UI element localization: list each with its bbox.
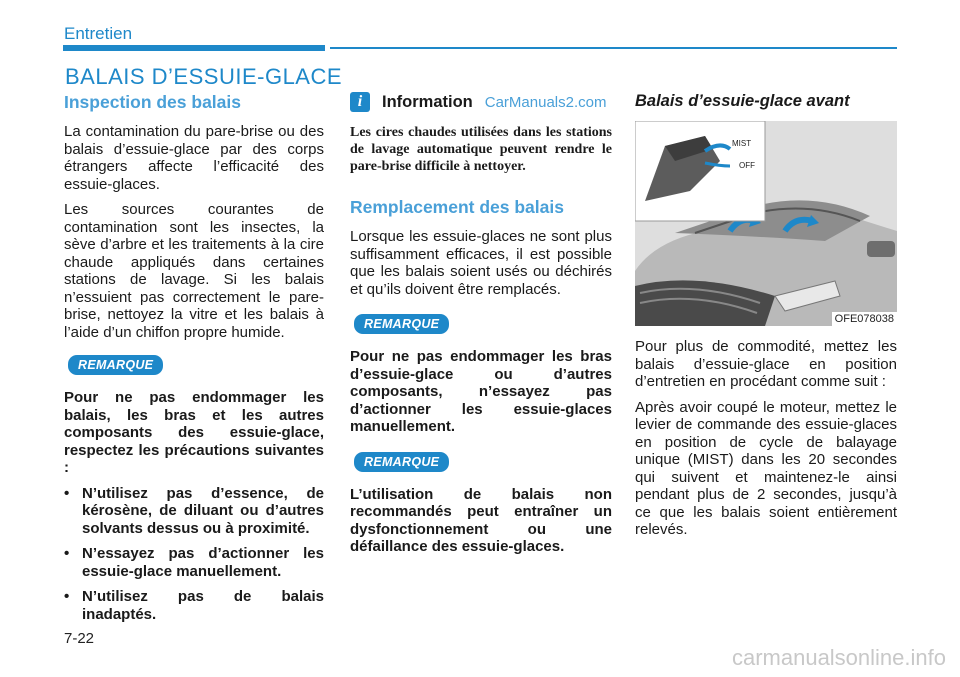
list-item: • N’utilisez pas d’essence, de kérosène, de diluant ou d’autres solvants dessus ou à proximité.	[64, 484, 324, 537]
lever-off-label: OFF	[739, 161, 755, 170]
info-icon: i	[350, 92, 370, 112]
information-header	[350, 92, 612, 112]
section-title: BALAIS D’ESSUIE-GLACE	[65, 64, 343, 89]
paragraph: Lorsque les essuie-glaces ne sont plus suffisamment efficaces, il est possible que les balais soient usés ou déchirés et qu’ils doivent être remplacés.	[350, 228, 612, 298]
note-text: L’utilisation de balais non recommandés peut entraîner un dysfonctionnement ou une défaillance des essuie-glaces.	[350, 485, 612, 555]
column-middle	[350, 92, 612, 564]
remarque-badge: REMARQUE	[68, 355, 163, 375]
paragraph: Après avoir coupé le moteur, mettez le levier de commande des essuie-glaces en position de cycle de balayage unique (MIST) dans les 20 secondes qui suivent et maintenez-le ainsi pendant plus de 2 secondes, jusqu’à ce que les balais soient entièrement relevés.	[635, 398, 897, 538]
column-right	[635, 92, 897, 547]
paragraph: Pour plus de commodité, mettez les balais d’essuie-glace en position d’entretien en procédant comme suit :	[635, 338, 897, 390]
watermark-link[interactable]: CarManuals2.com	[484, 93, 607, 111]
header-rule-thick	[63, 45, 325, 51]
remarque-badge: REMARQUE	[354, 314, 449, 334]
photo-code: OFE078038	[832, 312, 897, 326]
information-text: Les cires chaudes utilisées dans les stations de lavage automatique peuvent rendre le pare-brise difficile à nettoyer.	[350, 125, 612, 174]
paragraph: La contamination du pare-brise ou des balais d’essuie-glace par des corps étrangers affecte l’efficacité des essuie-glaces.	[64, 123, 324, 193]
precautions-list	[64, 485, 324, 624]
car-illustration	[635, 121, 897, 326]
page-number: 7-22	[64, 630, 95, 647]
bullet-icon: •	[64, 588, 70, 605]
remarque-badge: REMARQUE	[354, 452, 449, 472]
note-intro: Pour ne pas endommager les balais, les bras et les autres composants des essuie-glace, respectez les précautions suivantes :	[64, 389, 324, 476]
footer-watermark: carmanualsonline.info	[731, 645, 946, 670]
bullet-icon: •	[64, 545, 70, 562]
running-header: Entretien	[64, 24, 133, 43]
list-item: • N’utilisez pas de balais inadaptés.	[64, 588, 324, 623]
paragraph: Les sources courantes de contamination sont les insectes, la sève d’arbre et les traitements à la cire chaude appliqués dans certaines stations de lavage. Si les balais n’essuient pas correctement le pare-brise, nettoyez la vitre et les balais à l’aide d’un chiffon propre humide.	[64, 201, 324, 341]
information-title: Information	[382, 92, 473, 111]
inspection-heading: Inspection des balais	[64, 92, 241, 112]
wiper-photo	[635, 121, 897, 326]
front-wiper-heading: Balais d’essuie-glace avant	[635, 92, 850, 110]
replacement-heading: Remplacement des balais	[350, 197, 564, 217]
bullet-icon: •	[64, 484, 70, 502]
note-text: Pour ne pas endommager les bras d’essuie-glace ou d’autres composants, n’essayez pas d’actionner les essuie-glaces manuellement.	[350, 348, 612, 435]
list-item: • N’essayez pas d’actionner les essuie-glace manuellement.	[64, 545, 324, 580]
header-rule-thin	[330, 47, 897, 49]
lever-mist-label: MIST	[732, 139, 752, 148]
column-left	[64, 92, 324, 631]
